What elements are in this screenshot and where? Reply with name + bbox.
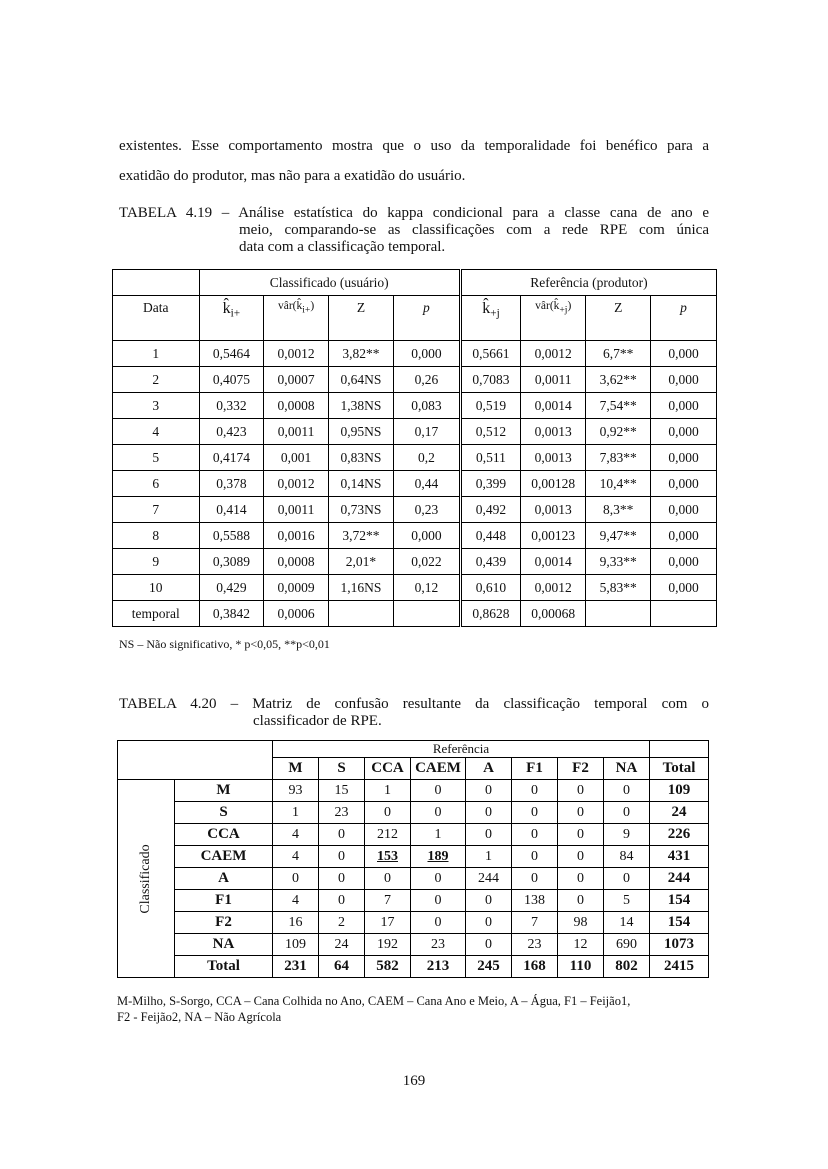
matrix-cell: 0 — [319, 868, 365, 890]
matrix-cell: 14 — [604, 912, 650, 934]
classificado-label: Classificado — [118, 780, 175, 978]
matrix-cell: 1 — [411, 824, 466, 846]
caption-text: Análise estatística do kappa condicional para a classe cana de ano e — [238, 205, 709, 221]
table-cell: 0,000 — [651, 497, 717, 523]
table-cell: 3,82** — [328, 341, 393, 367]
table-cell: 0,5661 — [460, 341, 520, 367]
row-header: CAEM — [175, 846, 273, 868]
table-cell: 0,000 — [651, 367, 717, 393]
intro-paragraph — [119, 131, 709, 191]
table-cell: 0,000 — [651, 419, 717, 445]
table-cell: 9 — [113, 549, 200, 575]
col-header: A — [466, 758, 512, 780]
page-number: 169 — [402, 1073, 426, 1089]
caption-text: classificador de RPE. — [253, 713, 382, 729]
paragraph-line: existentes. Esse comportamento mostra que o uso da temporalidade foi benéfico para a — [119, 138, 709, 154]
matrix-row — [118, 802, 709, 824]
table-cell: 0,0011 — [264, 497, 329, 523]
row-header: M — [175, 780, 273, 802]
matrix-cell: 0 — [319, 846, 365, 868]
table-cell: 9,47** — [586, 523, 651, 549]
matrix-cell: 0 — [512, 780, 558, 802]
row-total: 24 — [650, 802, 709, 824]
matrix-cell: 0 — [466, 824, 512, 846]
table-cell: 0,0012 — [521, 341, 586, 367]
table-cell: 0,0008 — [264, 549, 329, 575]
table-cell: 0,0014 — [521, 393, 586, 419]
table-cell: 0,000 — [651, 471, 717, 497]
table-cell: 0,0012 — [521, 575, 586, 601]
matrix-cell: 12 — [558, 934, 604, 956]
matrix-cell: 0 — [411, 868, 466, 890]
column-total: 213 — [411, 956, 466, 978]
table-cell: 0,00128 — [521, 471, 586, 497]
table-row — [113, 367, 717, 393]
col-header: CAEM — [411, 758, 466, 780]
matrix-row — [118, 934, 709, 956]
table-cell: 0,492 — [460, 497, 520, 523]
matrix-cell: 153 — [365, 846, 411, 868]
matrix-row — [118, 912, 709, 934]
matrix-row — [118, 868, 709, 890]
table-cell: 6 — [113, 471, 200, 497]
table-cell: 3 — [113, 393, 200, 419]
matrix-cell: 244 — [466, 868, 512, 890]
row-total: 154 — [650, 912, 709, 934]
table-row — [113, 575, 717, 601]
col-header: S — [319, 758, 365, 780]
matrix-cell: 109 — [273, 934, 319, 956]
table-cell: 1,38NS — [328, 393, 393, 419]
table-row — [113, 549, 717, 575]
row-total: 226 — [650, 824, 709, 846]
matrix-cell: 0 — [411, 780, 466, 802]
matrix-cell: 0 — [273, 868, 319, 890]
table-cell: 0,0014 — [521, 549, 586, 575]
table-cell: 1,16NS — [328, 575, 393, 601]
table-cell: 0,3842 — [199, 601, 264, 627]
matrix-cell: 4 — [273, 824, 319, 846]
row-header: A — [175, 868, 273, 890]
table-cell: 0,378 — [199, 471, 264, 497]
row-total: 431 — [650, 846, 709, 868]
table-cell: 0,4075 — [199, 367, 264, 393]
matrix-cell: 0 — [512, 802, 558, 824]
matrix-row — [118, 824, 709, 846]
table-cell: 0,23 — [393, 497, 460, 523]
matrix-cell: 23 — [512, 934, 558, 956]
matrix-cell: 189 — [411, 846, 466, 868]
table-cell: 0,0007 — [264, 367, 329, 393]
col-header: CCA — [365, 758, 411, 780]
matrix-cell: 0 — [512, 824, 558, 846]
column-total: 245 — [466, 956, 512, 978]
matrix-cell: 1 — [466, 846, 512, 868]
matrix-cell: 0 — [319, 890, 365, 912]
table-cell: 0,000 — [393, 523, 460, 549]
matrix-cell: 84 — [604, 846, 650, 868]
matrix-row — [118, 780, 709, 802]
col-header-data: Data — [113, 296, 200, 341]
table-cell: 0,0011 — [264, 419, 329, 445]
table2-caption — [119, 696, 709, 730]
confusion-matrix — [117, 740, 709, 978]
row-header: Total — [175, 956, 273, 978]
table-cell: 0,000 — [651, 393, 717, 419]
table-cell: 5,83** — [586, 575, 651, 601]
matrix-cell: 23 — [411, 934, 466, 956]
matrix-cell: 15 — [319, 780, 365, 802]
matrix-cell: 5 — [604, 890, 650, 912]
matrix-cell: 4 — [273, 846, 319, 868]
table-cell: 0,12 — [393, 575, 460, 601]
table-cell: 0,610 — [460, 575, 520, 601]
matrix-cell: 0 — [604, 868, 650, 890]
col-header-var-prod: $vâr(k̂_{+j})$ — [521, 296, 586, 341]
matrix-cell: 7 — [365, 890, 411, 912]
table-cell: 10,4** — [586, 471, 651, 497]
table-cell: temporal — [113, 601, 200, 627]
table-cell: 0,0016 — [264, 523, 329, 549]
column-total: 582 — [365, 956, 411, 978]
matrix-cell: 0 — [411, 912, 466, 934]
col-header-k-user: $k̂_{i+}$ — [199, 296, 264, 341]
matrix-row — [118, 846, 709, 868]
matrix-cell: 0 — [558, 802, 604, 824]
matrix-cell: 98 — [558, 912, 604, 934]
matrix-cell: 93 — [273, 780, 319, 802]
col-header: Total — [650, 758, 709, 780]
table-cell: 0,0006 — [264, 601, 329, 627]
row-header: F2 — [175, 912, 273, 934]
matrix-cell: 16 — [273, 912, 319, 934]
table-cell: 0,000 — [651, 445, 717, 471]
matrix-cell: 138 — [512, 890, 558, 912]
table-cell: 0,448 — [460, 523, 520, 549]
caption-text: data com a classificação temporal. — [239, 239, 446, 255]
table-row — [113, 419, 717, 445]
matrix-cell: 0 — [466, 802, 512, 824]
paragraph-line: exatidão do produtor, mas não para a exatidão do usuário. — [119, 168, 466, 184]
column-total: 802 — [604, 956, 650, 978]
table-cell: 8 — [113, 523, 200, 549]
legend-line: F2 - Feijão2, NA – Não Agrícola — [117, 1010, 282, 1024]
matrix-cell: 0 — [604, 802, 650, 824]
table-cell: 0,000 — [651, 523, 717, 549]
col-header-var-user: $vâr(k̂_{i+})$ — [264, 296, 329, 341]
table-cell: 0,399 — [460, 471, 520, 497]
matrix-cell: 690 — [604, 934, 650, 956]
matrix-cell: 24 — [319, 934, 365, 956]
table-cell: 0,2 — [393, 445, 460, 471]
table-cell: 5 — [113, 445, 200, 471]
row-total: 1073 — [650, 934, 709, 956]
row-total: 244 — [650, 868, 709, 890]
caption-text: meio, comparando-se as classificações com a rede RPE com única — [239, 222, 709, 238]
table-cell: 0,26 — [393, 367, 460, 393]
row-header: S — [175, 802, 273, 824]
col-header: F2 — [558, 758, 604, 780]
table-cell: 0,000 — [651, 549, 717, 575]
table-cell: 0,000 — [651, 341, 717, 367]
caption-text: Matriz de confusão resultante da classificação temporal com o — [252, 696, 709, 712]
table-cell: 1 — [113, 341, 200, 367]
table-cell — [651, 601, 717, 627]
totals-row — [118, 956, 709, 978]
matrix-cell: 0 — [604, 780, 650, 802]
col-header-p-user: p — [393, 296, 460, 341]
row-header: NA — [175, 934, 273, 956]
table2-legend — [117, 993, 710, 1025]
table-cell: 4 — [113, 419, 200, 445]
matrix-cell: 0 — [558, 824, 604, 846]
table-cell: 0,332 — [199, 393, 264, 419]
table1-note: NS – Não significativo, * p<0,05, **p<0,01 — [119, 637, 330, 651]
table-cell: 9,33** — [586, 549, 651, 575]
col-header: NA — [604, 758, 650, 780]
table-cell: 0,00068 — [521, 601, 586, 627]
table-cell: 0,92** — [586, 419, 651, 445]
matrix-row — [118, 890, 709, 912]
table-cell: 2,01* — [328, 549, 393, 575]
table-cell: 0,429 — [199, 575, 264, 601]
matrix-cell: 0 — [365, 802, 411, 824]
table-cell: 0,0013 — [521, 445, 586, 471]
table-cell: 0,512 — [460, 419, 520, 445]
table-cell: 0,5588 — [199, 523, 264, 549]
table-cell: 0,73NS — [328, 497, 393, 523]
col-header-k-prod: $k̂_{+j}$ — [460, 296, 520, 341]
table-cell: 0,001 — [264, 445, 329, 471]
matrix-cell: 0 — [466, 890, 512, 912]
matrix-cell: 0 — [411, 890, 466, 912]
referencia-header: Referência — [273, 741, 650, 758]
table-cell: 6,7** — [586, 341, 651, 367]
table-row — [113, 445, 717, 471]
column-total: 168 — [512, 956, 558, 978]
row-total: 109 — [650, 780, 709, 802]
matrix-cell: 7 — [512, 912, 558, 934]
matrix-cell: 17 — [365, 912, 411, 934]
table-row — [113, 393, 717, 419]
table-cell: 0,511 — [460, 445, 520, 471]
matrix-cell: 0 — [466, 780, 512, 802]
table-cell: 0,8628 — [460, 601, 520, 627]
table-cell: 0,7083 — [460, 367, 520, 393]
matrix-cell: 0 — [558, 868, 604, 890]
table-cell: 0,5464 — [199, 341, 264, 367]
col-header: F1 — [512, 758, 558, 780]
table-row — [113, 523, 717, 549]
table-cell: 0,439 — [460, 549, 520, 575]
matrix-cell: 4 — [273, 890, 319, 912]
row-total: 154 — [650, 890, 709, 912]
table-cell: 0,4174 — [199, 445, 264, 471]
table-cell: 0,000 — [393, 341, 460, 367]
column-total: 231 — [273, 956, 319, 978]
matrix-cell: 0 — [512, 846, 558, 868]
row-header: CCA — [175, 824, 273, 846]
table-cell: 7,54** — [586, 393, 651, 419]
table-cell: 0,0009 — [264, 575, 329, 601]
column-total: 64 — [319, 956, 365, 978]
legend-line: M-Milho, S-Sorgo, CCA – Cana Colhida no Ano, CAEM – Cana Ano e Meio, A – Água, F1 – Feijão1, — [117, 994, 631, 1008]
table-cell: 0,519 — [460, 393, 520, 419]
table-cell: 0,022 — [393, 549, 460, 575]
table-cell: 0,0012 — [264, 471, 329, 497]
table-row — [113, 497, 717, 523]
table-cell: 8,3** — [586, 497, 651, 523]
table-cell — [393, 601, 460, 627]
table-cell: 2 — [113, 367, 200, 393]
matrix-cell: 1 — [273, 802, 319, 824]
matrix-cell: 0 — [466, 934, 512, 956]
col-header-p-prod: p — [651, 296, 717, 341]
matrix-cell: 0 — [558, 846, 604, 868]
group-header-producer: Referência (produtor) — [460, 270, 716, 296]
col-header-z-prod: Z — [586, 296, 651, 341]
table-cell: 0,0008 — [264, 393, 329, 419]
table-row — [113, 601, 717, 627]
matrix-cell: 0 — [558, 890, 604, 912]
matrix-cell: 1 — [365, 780, 411, 802]
matrix-cell: 192 — [365, 934, 411, 956]
matrix-cell: 0 — [319, 824, 365, 846]
table-cell: 10 — [113, 575, 200, 601]
matrix-cell: 0 — [512, 868, 558, 890]
table-cell: 0,414 — [199, 497, 264, 523]
caption-lead: TABELA 4.19 – — [119, 205, 239, 221]
kappa-table — [112, 269, 717, 627]
column-total: 2415 — [650, 956, 709, 978]
table-cell: 0,000 — [651, 575, 717, 601]
matrix-cell: 0 — [466, 912, 512, 934]
table-cell — [328, 601, 393, 627]
matrix-cell: 23 — [319, 802, 365, 824]
column-total: 110 — [558, 956, 604, 978]
matrix-cell: 0 — [558, 780, 604, 802]
matrix-cell: 0 — [411, 802, 466, 824]
table-cell: 0,17 — [393, 419, 460, 445]
table-cell: 0,3089 — [199, 549, 264, 575]
table-cell: 0,0013 — [521, 419, 586, 445]
matrix-cell: 0 — [365, 868, 411, 890]
caption-lead: TABELA 4.20 – — [119, 696, 253, 712]
row-header: F1 — [175, 890, 273, 912]
table-cell: 3,72** — [328, 523, 393, 549]
table1-caption — [119, 205, 709, 256]
table-cell: 3,62** — [586, 367, 651, 393]
table-cell: 0,44 — [393, 471, 460, 497]
table-cell: 0,083 — [393, 393, 460, 419]
table-cell: 0,0011 — [521, 367, 586, 393]
table-cell: 7,83** — [586, 445, 651, 471]
table-row — [113, 471, 717, 497]
matrix-cell: 2 — [319, 912, 365, 934]
matrix-cell: 9 — [604, 824, 650, 846]
group-header-user: Classificado (usuário) — [199, 270, 460, 296]
table-cell: 0,00123 — [521, 523, 586, 549]
table-cell — [586, 601, 651, 627]
col-header-z-user: Z — [328, 296, 393, 341]
matrix-cell: 212 — [365, 824, 411, 846]
col-header: M — [273, 758, 319, 780]
table-cell: 0,83NS — [328, 445, 393, 471]
table-cell: 0,423 — [199, 419, 264, 445]
table-cell: 0,0013 — [521, 497, 586, 523]
table-cell: 0,0012 — [264, 341, 329, 367]
table-cell: 0,95NS — [328, 419, 393, 445]
table-cell: 7 — [113, 497, 200, 523]
table-cell: 0,64NS — [328, 367, 393, 393]
table-cell: 0,14NS — [328, 471, 393, 497]
table-row — [113, 341, 717, 367]
